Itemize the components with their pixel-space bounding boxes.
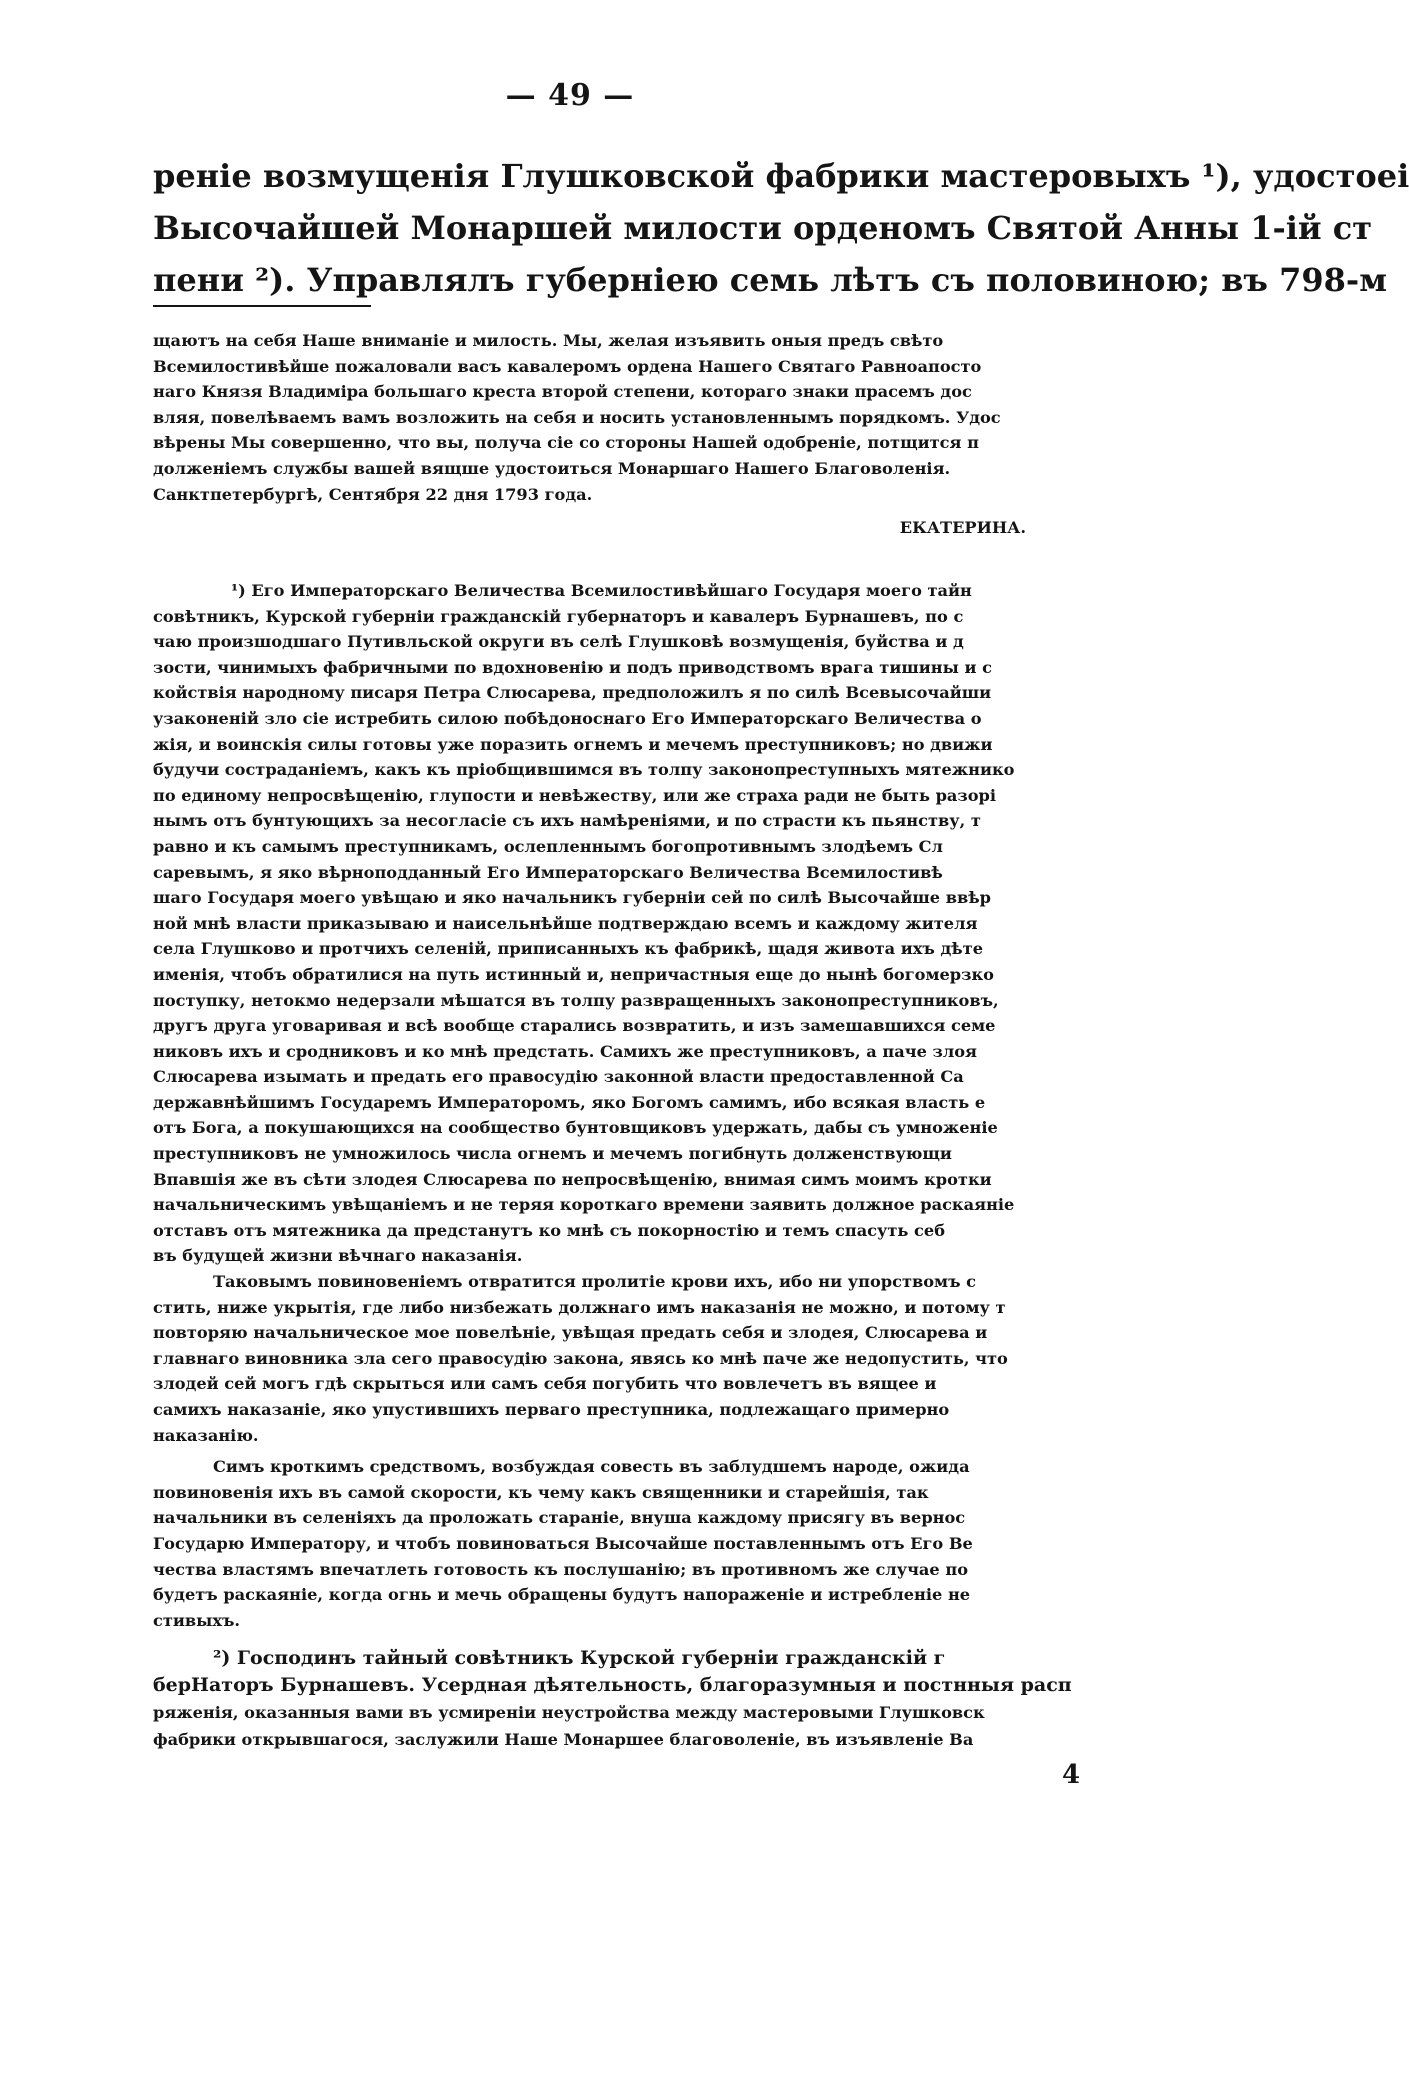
footnote-1-line: жія, и воинскія силы готовы уже поразить огнемъ и мечемъ преступниковъ; но движи — [153, 734, 993, 754]
footnote-1-para3-line: Симъ кроткимъ средствомъ, возбуждая совесть въ заблудшемъ народе, ожида — [213, 1457, 970, 1477]
footnote-1-para3-line: Государю Императору, и чтобъ повиноваться Высочайше поставленнымъ отъ Его Ве — [153, 1533, 973, 1553]
footnote-2-line: фабрики открывшагося, заслужили Наше Монаршее благоволеніе, въ изъявленіе Ва — [153, 1730, 974, 1749]
footnote-1-line: будучи состраданіемъ, какъ къ пріобщившимся въ толпу законопреступныхъ мятежнико — [153, 760, 1015, 780]
footnote-1-line: отставъ отъ мятежника да предстанутъ ко мнѣ съ покорностію и темъ спасуть себ — [153, 1220, 946, 1240]
footnote-1 — [153, 578, 1121, 1633]
page-number: — 49 — — [505, 78, 635, 113]
footnote-1-line: шаго Государя моего увѣщаю и яко начальникъ губерніи сей по силѣ Высочайше ввѣр — [153, 888, 991, 908]
footnote-1-line: преступниковъ не умножилось числа огнемъ и мечемъ погибнуть долженствующи — [153, 1144, 952, 1164]
footnote-1-para2-line: Таковымъ повиновеніемъ отвратится пролитіе крови ихъ, ибо ни упорствомъ с — [213, 1272, 977, 1292]
footnote-1-line: никовъ ихъ и сродниковъ и ко мнѣ предстать. Самихъ же преступниковъ, а паче злоя — [153, 1041, 978, 1061]
footnote-1-line: другъ друга уговаривая и всѣ вообще старались возвратить, и изъ замешавшихся семе — [153, 1016, 996, 1036]
footnote-separator — [153, 305, 371, 307]
letter-line: наго Князя Владиміра большаго креста второй степени, котораго знаки прасемъ дос — [153, 382, 972, 402]
footnote-1-para2-line: главнаго виновника зла сего правосудію закона, явясь ко мнѣ паче же недопустить, что — [153, 1348, 1008, 1368]
letter-continuation — [153, 328, 1121, 541]
footnote-1-line: Впавшія же въ сѣти злодея Слюсарева по непросвѣщенію, внимая симъ моимъ кротки — [153, 1169, 992, 1189]
footnote-1-line: саревымъ, я яко вѣрноподданный Его Императорскаго Величества Всемилостивѣ — [153, 862, 943, 882]
footnote-1-line: поступку, нетокмо недерзали мѣшатся въ толпу развращенныхъ законопреступниковъ, — [153, 990, 999, 1010]
letter-line: Всемилостивѣйше пожаловали васъ кавалеромъ ордена Нашего Святаго Равноапосто — [153, 356, 982, 376]
footnote-1-para2-line: самихъ наказаніе, яко упустившихъ перваго преступника, подлежащаго примерно — [153, 1400, 950, 1419]
footnote-2 — [153, 1645, 1121, 1753]
footnote-1-line: отъ Бога, а покушающихся на сообщество бунтовщиковъ удержать, дабы съ умноженіе — [153, 1118, 998, 1138]
footnote-1-line: именія, чтобъ обратилися на путь истинный и, непричастныя еще до нынѣ богомерзко — [153, 964, 994, 984]
footnote-1-para3-line: стивыхъ. — [153, 1610, 241, 1630]
footnote-1-para3-line: чества властямъ впечатлеть готовость къ послушанію; въ противномъ же случае по — [153, 1559, 968, 1579]
main-text — [153, 150, 1409, 306]
letter-line: щаютъ на себя Наше вниманіе и милость. Мы, желая изъявить оныя предъ свѣто — [153, 331, 944, 350]
footnote-1-para2-line: стить, ниже укрытія, где либо низбежать должнаго имъ наказанія не можно, и потому т — [153, 1297, 1006, 1317]
footnote-1-line: въ будущей жизни вѣчнаго наказанія. — [153, 1246, 523, 1266]
footnote-1-para2-line: повторяю начальническое мое повелѣніе, увѣщая предать себя и злодея, Слюсарева и — [153, 1323, 988, 1343]
footnote-1-line: койствія народному писаря Петра Слюсарева, предположилъ я по силѣ Всевысочайши — [153, 683, 992, 703]
footnote-1-line: совѣтникъ, Курской губерніи гражданскій губернаторъ и кавалеръ Бурнашевъ, по с — [153, 606, 964, 626]
footnote-2-line: ²) Господинъ тайный совѣтникъ Курской губерніи гражданскій г — [213, 1647, 946, 1669]
letter-line: вѣрены Мы совершенно, что вы, получа сіе со стороны Нашей одобреніе, потщится п — [153, 433, 979, 453]
footnote-1-line: державнѣйшимъ Государемъ Императоромъ, яко Богомъ самимъ, ибо всякая власть е — [153, 1092, 986, 1112]
footnote-1-para3-line: начальники въ селеніяхъ да проложать стараніе, внуша каждому присягу въ вернос — [153, 1508, 966, 1528]
footnote-1-para2-line: злодей сей могъ гдѣ скрыться или самъ себя погубить что вовлечетъ въ вящее и — [153, 1374, 937, 1394]
footnote-1-line: чаю произшодшаго Путивльской округи въ селѣ Глушковѣ возмущенія, буйства и д — [153, 632, 964, 652]
footnote-2-line: берНаторъ Бурнашевъ. Усердная дѣятельность, благоразумныя и постнныя расп — [153, 1674, 1072, 1696]
main-text-line: пени ²). Управлялъ губерніею семь лѣтъ съ половиною; въ 798-м — [153, 261, 1387, 299]
footnote-1-line: ной мнѣ власти приказываю и наисельнѣйше подтверждаю всемъ и каждому жителя — [153, 913, 978, 933]
footnote-1-line: узаконеній зло сіе истребить силою побѣдоноснаго Его Императорскаго Величества о — [153, 708, 982, 728]
main-text-line: реніе возмущенія Глушковской фабрики мастеровыхъ ¹), удостоеі — [153, 157, 1409, 195]
footnote-1-line: нымъ отъ бунтующихъ за несогласіе съ ихъ намѣреніями, и по страсти къ пьянству, т — [153, 811, 981, 831]
footnote-1-para2-line: наказанію. — [153, 1425, 259, 1445]
main-text-line: Высочайшей Монаршей милости орденомъ Святой Анны 1-ій ст — [153, 209, 1373, 247]
signature-ekaterina: ЕКАТЕРИНА. — [899, 518, 1026, 538]
footnote-1-line: начальническимъ увѣщаніемъ и не теряя короткаго времени заявить должное раскаяніе — [153, 1195, 1015, 1215]
letter-line: вляя, повелѣваемъ вамъ возложить на себя и носить установленнымъ порядкомъ. Удос — [153, 407, 1001, 427]
footnote-1-line: села Глушково и протчихъ селеній, приписанныхъ къ фабрикѣ, щадя живота ихъ дѣте — [153, 939, 983, 959]
footnote-1-line: равно и къ самымъ преступникамъ, ослепленнымъ богопротивнымъ злодѣемъ Сл — [153, 836, 943, 856]
letter-line: Санктпетербургѣ, Сентября 22 дня 1793 года. — [153, 484, 593, 504]
footnote-1-para3-line: повиновенія ихъ въ самой скорости, къ чему какъ священники и старейшія, так — [153, 1482, 929, 1502]
footnote-1-line: Слюсарева изымать и предать его правосудію законной власти предоставленной Са — [153, 1067, 964, 1087]
footnote-1-line: по единому непросвѣщенію, глупости и невѣжеству, или же страха ради не быть разорі — [153, 785, 996, 805]
footnote-1-line: ¹) Его Императорскаго Величества Всемилостивѣйшаго Государя моего тайн — [231, 581, 972, 600]
signature-mark: 4 — [1062, 1760, 1081, 1790]
letter-line: долженіемъ службы вашей вящше удостоиться Монаршаго Нашего Благоволенія. — [153, 458, 951, 478]
footnote-1-line: зости, чинимыхъ фабричными по вдохновенію и подъ приводствомъ врага тишины и с — [153, 657, 992, 677]
footnote-1-para3-line: будетъ раскаяніе, когда огнь и мечь обращены будутъ напораженіе и истребленіе не — [153, 1585, 971, 1605]
footnote-2-line: ряженія, оказанныя вами въ усмиреніи неустройства между мастеровыми Глушковск — [153, 1703, 985, 1722]
